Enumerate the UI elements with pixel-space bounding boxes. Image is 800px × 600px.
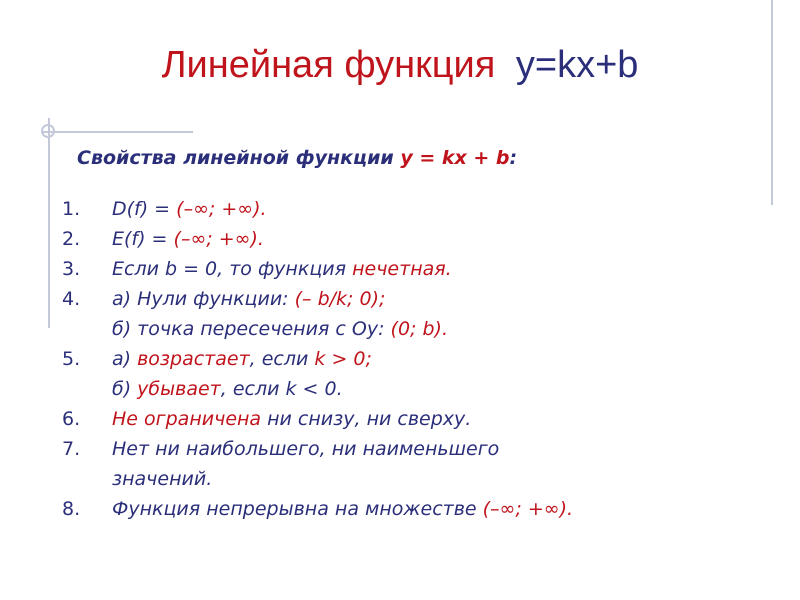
list-item-text-part: Не ограничена — [112, 408, 262, 430]
list-item-text-part: Нет ни наибольшего, ни наименьшего — [112, 438, 500, 460]
list-item-text-part: Функция непрерывна на множестве — [112, 498, 483, 520]
list-item — [62, 404, 762, 434]
list-item-number: 5. — [62, 348, 81, 370]
list-item-text-part: E(f) = — [112, 228, 174, 250]
list-item — [62, 374, 762, 404]
list-item-text-part: (0; b). — [390, 318, 448, 340]
list-item-text-part: б) — [112, 378, 138, 400]
list-item-number: 3. — [62, 258, 81, 280]
list-item — [62, 194, 762, 224]
list-item-text-part: (– b/k; 0); — [294, 288, 386, 310]
list-item-text-part: , если k < 0. — [220, 378, 343, 400]
list-item-text — [112, 254, 452, 284]
decor-circle-icon — [41, 124, 55, 138]
list-item-number: 7. — [62, 438, 81, 460]
list-item-text-part: (–∞; +∞). — [482, 498, 574, 520]
subtitle-prefix: Свойства линейной функции — [77, 147, 401, 169]
list-item — [62, 494, 762, 524]
list-item — [62, 254, 762, 284]
list-item-text-part: Если b = 0, то функция — [112, 258, 353, 280]
list-item-number: 2. — [62, 228, 81, 250]
list-item-text-part: (–∞; +∞). — [176, 198, 267, 220]
list-item-number: 1. — [62, 198, 81, 220]
subtitle-equation: y = kx + b — [400, 147, 510, 169]
list-item-text-part: б) точка пересечения с Оу: — [112, 318, 391, 340]
list-item-text — [112, 194, 267, 224]
list-item-text-part: а) Нули функции: — [112, 288, 295, 310]
list-item-text-part: а) — [112, 348, 138, 370]
list-item-text-part: убывает — [137, 378, 221, 400]
title-main: Линейная функция — [161, 44, 496, 86]
list-item-number: 4. — [62, 288, 81, 310]
subtitle — [77, 147, 517, 169]
list-item-text — [112, 464, 212, 494]
decor-vertical-line-right — [771, 0, 773, 205]
list-item-text-part: , если — [249, 348, 315, 370]
list-item-text-part: возрастает — [137, 348, 250, 370]
list-item-text-part: ни снизу, ни сверху. — [261, 408, 472, 430]
decor-vertical-line-left — [48, 118, 50, 328]
list-item-text — [112, 224, 264, 254]
list-item — [62, 464, 762, 494]
list-item — [62, 314, 762, 344]
list-item — [62, 344, 762, 374]
slide-title — [0, 44, 800, 87]
list-item-number: 6. — [62, 408, 81, 430]
list-item-text-part: D(f) = — [112, 198, 177, 220]
list-item — [62, 284, 762, 314]
list-item-text — [112, 314, 448, 344]
list-item-text — [112, 494, 573, 524]
list-item — [62, 224, 762, 254]
list-item-text-part: k > 0; — [314, 348, 372, 370]
list-item-text — [112, 344, 372, 374]
list-item-text-part: (–∞; +∞). — [173, 228, 264, 250]
list-item-number: 8. — [62, 498, 81, 520]
title-equation: y=kx+b — [515, 44, 639, 86]
list-item-text — [112, 404, 471, 434]
list-item-text — [112, 434, 499, 464]
properties-list — [62, 194, 762, 524]
list-item-text — [112, 374, 343, 404]
list-item-text-part: нечетная. — [352, 258, 452, 280]
decor-horizontal-line — [42, 131, 193, 133]
list-item-text-part: значений. — [112, 468, 213, 490]
list-item-text — [112, 284, 385, 314]
subtitle-suffix: : — [509, 147, 518, 169]
list-item — [62, 434, 762, 464]
